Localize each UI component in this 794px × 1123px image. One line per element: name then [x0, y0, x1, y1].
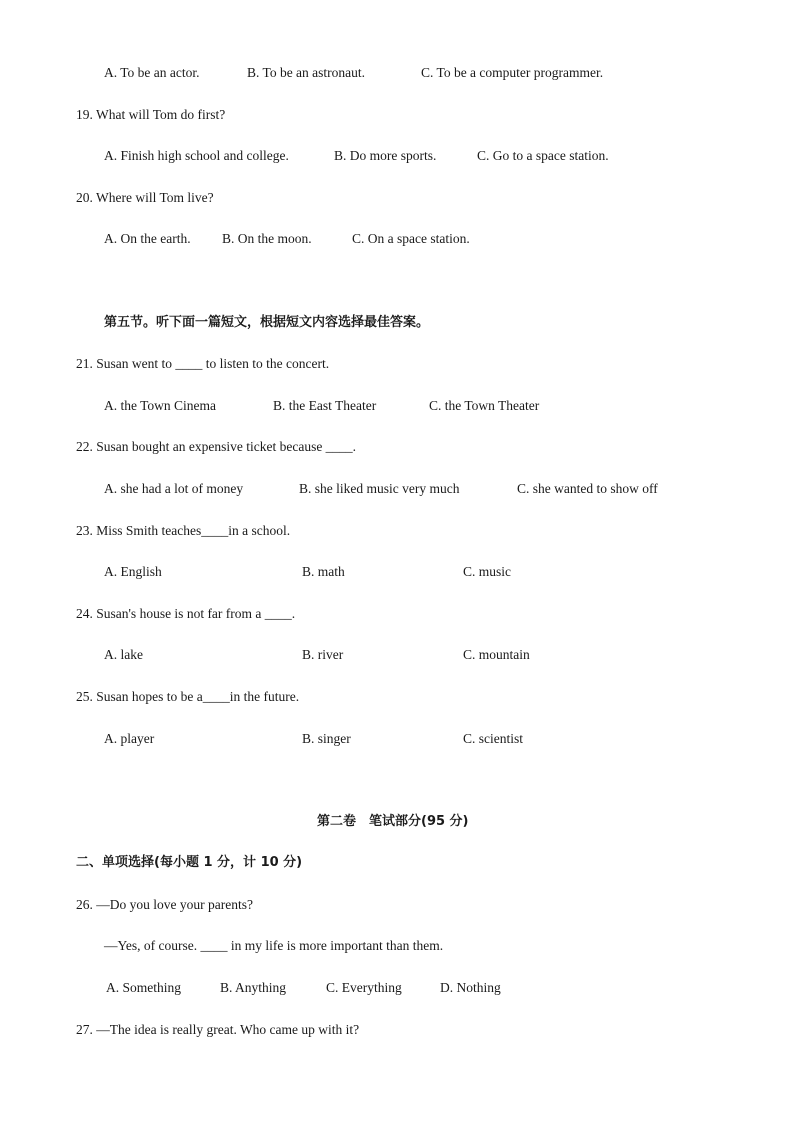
section-5-heading: 第五节。听下面一篇短文，根据短文内容选择最佳答案。 [104, 315, 430, 330]
q27-question: 27. —The idea is really great. Who came up with it? [76, 1022, 360, 1037]
q21-option-a: A. the Town Cinema [104, 398, 217, 413]
q20-option-b: B. On the moon. [222, 231, 312, 246]
q22-option-a: A. she had a lot of money [104, 481, 244, 496]
q22-option-c: C. she wanted to show off [517, 481, 658, 496]
q19-option-c: C. Go to a space station. [477, 148, 609, 163]
q18-option-c: C. To be a computer programmer. [421, 65, 604, 80]
q20-question: 20. Where will Tom live? [76, 190, 214, 205]
q21-option-b: B. the East Theater [273, 398, 377, 413]
q24-option-c: C. mountain [463, 647, 530, 662]
q22-question: 22. Susan bought an expensive ticket because ____. [76, 439, 357, 454]
q20-option-c: C. On a space station. [352, 231, 470, 246]
q18-option-a: A. To be an actor. [104, 65, 200, 80]
q25-question: 25. Susan hopes to be a____in the future. [76, 689, 300, 704]
part-2-title: 第二卷 笔试部分(95 分) [317, 814, 469, 829]
q21-option-c: C. the Town Theater [429, 398, 540, 413]
q19-question: 19. What will Tom do first? [76, 107, 226, 122]
q19-option-b: B. Do more sports. [334, 148, 437, 163]
q26-option-c: C. Everything [326, 980, 402, 995]
q20-option-a: A. On the earth. [104, 231, 191, 246]
q22-option-b: B. she liked music very much [299, 481, 460, 496]
q24-question: 24. Susan's house is not far from a ____. [76, 606, 296, 621]
q24-option-a: A. lake [104, 647, 143, 662]
q18-option-b: B. To be an astronaut. [247, 65, 366, 80]
q26-option-d: D. Nothing [440, 980, 501, 995]
q26-option-a: A. Something [106, 980, 182, 995]
q25-option-a: A. player [104, 731, 155, 746]
q23-question: 23. Miss Smith teaches____in a school. [76, 523, 291, 538]
q23-option-b: B. math [302, 564, 345, 579]
q21-question: 21. Susan went to ____ to listen to the concert. [76, 356, 330, 371]
q25-option-c: C. scientist [463, 731, 523, 746]
q26-reply: —Yes, of course. ____ in my life is more important than them. [104, 938, 444, 953]
q23-option-c: C. music [463, 564, 512, 579]
q23-option-a: A. English [104, 564, 162, 579]
q19-option-a: A. Finish high school and college. [104, 148, 289, 163]
q24-option-b: B. river [302, 647, 344, 662]
single-choice-heading: 二、单项选择(每小题 1 分，计 10 分) [76, 855, 303, 870]
q26-question: 26. —Do you love your parents? [76, 897, 253, 912]
q25-option-b: B. singer [302, 731, 351, 746]
q26-option-b: B. Anything [220, 980, 287, 995]
